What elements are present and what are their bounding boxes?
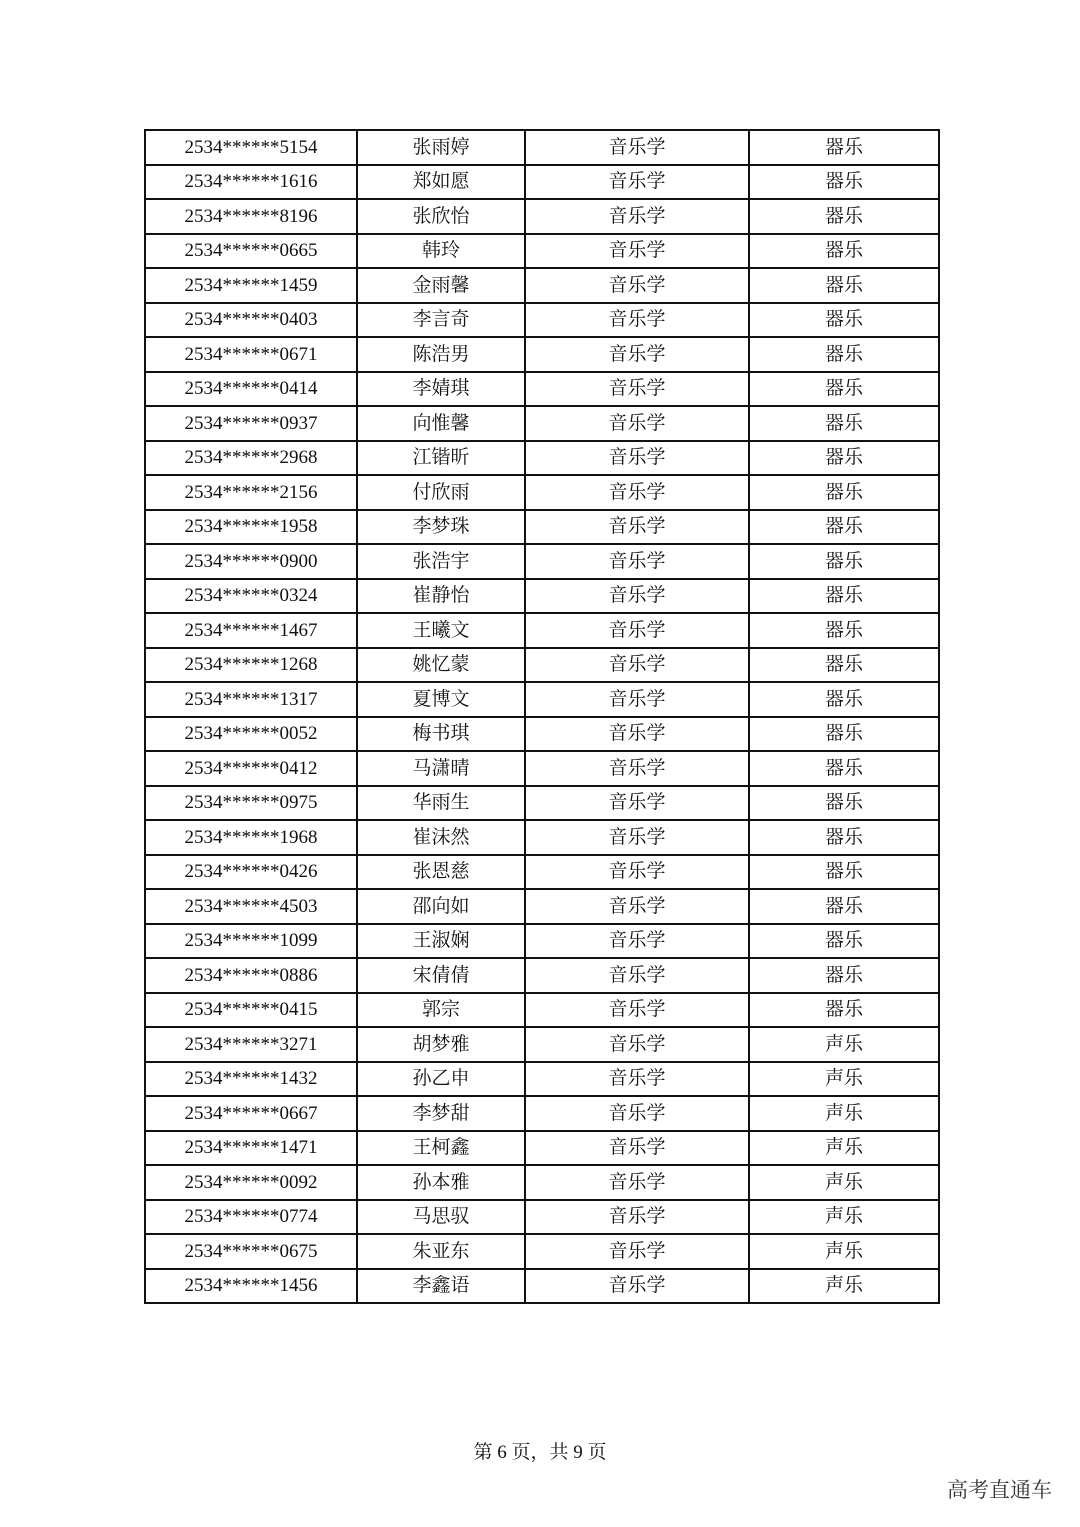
- cell-exam-id: 2534******2156: [145, 475, 357, 510]
- table-row: [145, 889, 939, 924]
- cell-student-name: 金雨馨: [357, 268, 525, 303]
- cell-direction: 器乐: [749, 441, 939, 476]
- cell-major: 音乐学: [525, 441, 749, 476]
- cell-direction: 器乐: [749, 613, 939, 648]
- table-row: [145, 130, 939, 165]
- cell-direction: 器乐: [749, 993, 939, 1028]
- cell-exam-id: 2534******0900: [145, 544, 357, 579]
- cell-direction: 器乐: [749, 958, 939, 993]
- cell-student-name: 郑如愿: [357, 165, 525, 200]
- table-row: [145, 579, 939, 614]
- cell-exam-id: 2534******0675: [145, 1234, 357, 1269]
- cell-direction: 声乐: [749, 1062, 939, 1097]
- cell-exam-id: 2534******0412: [145, 751, 357, 786]
- cell-exam-id: 2534******0324: [145, 579, 357, 614]
- cell-student-name: 王淑娴: [357, 924, 525, 959]
- cell-exam-id: 2534******1459: [145, 268, 357, 303]
- cell-direction: 器乐: [749, 544, 939, 579]
- cell-major: 音乐学: [525, 993, 749, 1028]
- cell-major: 音乐学: [525, 544, 749, 579]
- cell-student-name: 向惟馨: [357, 406, 525, 441]
- cell-major: 音乐学: [525, 958, 749, 993]
- cell-student-name: 马潇晴: [357, 751, 525, 786]
- cell-exam-id: 2534******1432: [145, 1062, 357, 1097]
- cell-student-name: 姚忆蒙: [357, 648, 525, 683]
- cell-student-name: 李梦甜: [357, 1096, 525, 1131]
- cell-major: 音乐学: [525, 337, 749, 372]
- cell-major: 音乐学: [525, 372, 749, 407]
- cell-student-name: 江锴昕: [357, 441, 525, 476]
- cell-direction: 器乐: [749, 475, 939, 510]
- cell-student-name: 付欣雨: [357, 475, 525, 510]
- cell-exam-id: 2534******1968: [145, 820, 357, 855]
- cell-major: 音乐学: [525, 648, 749, 683]
- cell-exam-id: 2534******1467: [145, 613, 357, 648]
- cell-major: 音乐学: [525, 1200, 749, 1235]
- cell-direction: 声乐: [749, 1200, 939, 1235]
- cell-major: 音乐学: [525, 717, 749, 752]
- cell-exam-id: 2534******0092: [145, 1165, 357, 1200]
- cell-major: 音乐学: [525, 1027, 749, 1062]
- cell-student-name: 孙乙申: [357, 1062, 525, 1097]
- cell-major: 音乐学: [525, 303, 749, 338]
- cell-major: 音乐学: [525, 268, 749, 303]
- table-row: [145, 1131, 939, 1166]
- cell-direction: 器乐: [749, 268, 939, 303]
- cell-direction: 声乐: [749, 1234, 939, 1269]
- table-row: [145, 268, 939, 303]
- cell-major: 音乐学: [525, 579, 749, 614]
- cell-student-name: 朱亚东: [357, 1234, 525, 1269]
- table-row: [145, 1165, 939, 1200]
- cell-major: 音乐学: [525, 406, 749, 441]
- cell-student-name: 马思驭: [357, 1200, 525, 1235]
- cell-exam-id: 2534******0937: [145, 406, 357, 441]
- table-row: [145, 820, 939, 855]
- cell-exam-id: 2534******0671: [145, 337, 357, 372]
- cell-major: 音乐学: [525, 682, 749, 717]
- cell-direction: 器乐: [749, 786, 939, 821]
- cell-major: 音乐学: [525, 1096, 749, 1131]
- cell-major: 音乐学: [525, 820, 749, 855]
- cell-direction: 声乐: [749, 1027, 939, 1062]
- cell-direction: 器乐: [749, 820, 939, 855]
- cell-student-name: 邵向如: [357, 889, 525, 924]
- cell-exam-id: 2534******3271: [145, 1027, 357, 1062]
- table-row: [145, 1027, 939, 1062]
- cell-major: 音乐学: [525, 1269, 749, 1304]
- cell-student-name: 胡梦雅: [357, 1027, 525, 1062]
- cell-direction: 器乐: [749, 510, 939, 545]
- cell-direction: 器乐: [749, 199, 939, 234]
- cell-direction: 器乐: [749, 406, 939, 441]
- cell-direction: 器乐: [749, 130, 939, 165]
- cell-student-name: 崔静怡: [357, 579, 525, 614]
- cell-exam-id: 2534******0426: [145, 855, 357, 890]
- table-row: [145, 510, 939, 545]
- cell-exam-id: 2534******2968: [145, 441, 357, 476]
- cell-direction: 器乐: [749, 751, 939, 786]
- cell-major: 音乐学: [525, 1131, 749, 1166]
- table-row: [145, 613, 939, 648]
- cell-student-name: 张欣怡: [357, 199, 525, 234]
- cell-student-name: 张雨婷: [357, 130, 525, 165]
- table-row: [145, 1269, 939, 1304]
- cell-direction: 声乐: [749, 1131, 939, 1166]
- cell-exam-id: 2534******0667: [145, 1096, 357, 1131]
- cell-exam-id: 2534******1268: [145, 648, 357, 683]
- cell-major: 音乐学: [525, 1165, 749, 1200]
- table-row: [145, 475, 939, 510]
- cell-student-name: 宋倩倩: [357, 958, 525, 993]
- cell-exam-id: 2534******1099: [145, 924, 357, 959]
- table-row: [145, 1096, 939, 1131]
- cell-direction: 声乐: [749, 1096, 939, 1131]
- cell-major: 音乐学: [525, 165, 749, 200]
- cell-student-name: 张浩宇: [357, 544, 525, 579]
- cell-direction: 声乐: [749, 1165, 939, 1200]
- cell-student-name: 孙本雅: [357, 1165, 525, 1200]
- cell-direction: 器乐: [749, 579, 939, 614]
- cell-exam-id: 2534******0052: [145, 717, 357, 752]
- cell-direction: 器乐: [749, 303, 939, 338]
- table-row: [145, 855, 939, 890]
- cell-exam-id: 2534******0975: [145, 786, 357, 821]
- cell-student-name: 李言奇: [357, 303, 525, 338]
- page-number-footer: 第 6 页，共 9 页: [473, 1442, 607, 1463]
- cell-student-name: 夏博文: [357, 682, 525, 717]
- cell-major: 音乐学: [525, 855, 749, 890]
- cell-exam-id: 2534******1616: [145, 165, 357, 200]
- table-row: [145, 786, 939, 821]
- table-row: [145, 372, 939, 407]
- cell-major: 音乐学: [525, 889, 749, 924]
- cell-direction: 器乐: [749, 648, 939, 683]
- cell-student-name: 梅书琪: [357, 717, 525, 752]
- cell-major: 音乐学: [525, 786, 749, 821]
- cell-major: 音乐学: [525, 613, 749, 648]
- cell-student-name: 韩玲: [357, 234, 525, 269]
- cell-direction: 器乐: [749, 717, 939, 752]
- cell-exam-id: 2534******0886: [145, 958, 357, 993]
- cell-student-name: 李鑫语: [357, 1269, 525, 1304]
- cell-major: 音乐学: [525, 475, 749, 510]
- table-row: [145, 751, 939, 786]
- cell-major: 音乐学: [525, 924, 749, 959]
- table-row: [145, 441, 939, 476]
- admission-list-table: [144, 129, 940, 1304]
- cell-major: 音乐学: [525, 1062, 749, 1097]
- cell-exam-id: 2534******1317: [145, 682, 357, 717]
- cell-student-name: 李梦珠: [357, 510, 525, 545]
- table-row: [145, 337, 939, 372]
- cell-major: 音乐学: [525, 751, 749, 786]
- cell-direction: 器乐: [749, 924, 939, 959]
- cell-exam-id: 2534******0774: [145, 1200, 357, 1235]
- cell-direction: 器乐: [749, 234, 939, 269]
- cell-major: 音乐学: [525, 1234, 749, 1269]
- cell-exam-id: 2534******5154: [145, 130, 357, 165]
- cell-exam-id: 2534******0414: [145, 372, 357, 407]
- table-row: [145, 544, 939, 579]
- cell-direction: 声乐: [749, 1269, 939, 1304]
- table-row: [145, 1062, 939, 1097]
- table-row: [145, 682, 939, 717]
- cell-exam-id: 2534******1958: [145, 510, 357, 545]
- cell-student-name: 张恩慈: [357, 855, 525, 890]
- table-row: [145, 717, 939, 752]
- cell-exam-id: 2534******0665: [145, 234, 357, 269]
- cell-student-name: 郭宗: [357, 993, 525, 1028]
- cell-student-name: 崔沫然: [357, 820, 525, 855]
- cell-major: 音乐学: [525, 510, 749, 545]
- cell-direction: 器乐: [749, 682, 939, 717]
- cell-direction: 器乐: [749, 372, 939, 407]
- cell-exam-id: 2534******0403: [145, 303, 357, 338]
- cell-major: 音乐学: [525, 234, 749, 269]
- watermark-text: 高考直通车: [947, 1478, 1052, 1502]
- cell-exam-id: 2534******8196: [145, 199, 357, 234]
- table-body: [145, 130, 939, 1303]
- cell-exam-id: 2534******1456: [145, 1269, 357, 1304]
- cell-direction: 器乐: [749, 337, 939, 372]
- cell-student-name: 王曦文: [357, 613, 525, 648]
- cell-direction: 器乐: [749, 165, 939, 200]
- table-row: [145, 234, 939, 269]
- table-row: [145, 648, 939, 683]
- table-row: [145, 1200, 939, 1235]
- cell-student-name: 李婧琪: [357, 372, 525, 407]
- table-row: [145, 924, 939, 959]
- cell-direction: 器乐: [749, 855, 939, 890]
- table-row: [145, 958, 939, 993]
- table-row: [145, 165, 939, 200]
- cell-student-name: 陈浩男: [357, 337, 525, 372]
- cell-student-name: 华雨生: [357, 786, 525, 821]
- cell-exam-id: 2534******1471: [145, 1131, 357, 1166]
- table-row: [145, 1234, 939, 1269]
- cell-student-name: 王柯鑫: [357, 1131, 525, 1166]
- table-row: [145, 303, 939, 338]
- cell-direction: 器乐: [749, 889, 939, 924]
- table-row: [145, 199, 939, 234]
- cell-exam-id: 2534******0415: [145, 993, 357, 1028]
- cell-major: 音乐学: [525, 199, 749, 234]
- cell-major: 音乐学: [525, 130, 749, 165]
- table-row: [145, 993, 939, 1028]
- cell-exam-id: 2534******4503: [145, 889, 357, 924]
- table-row: [145, 406, 939, 441]
- admission-list-table-container: [144, 129, 934, 1304]
